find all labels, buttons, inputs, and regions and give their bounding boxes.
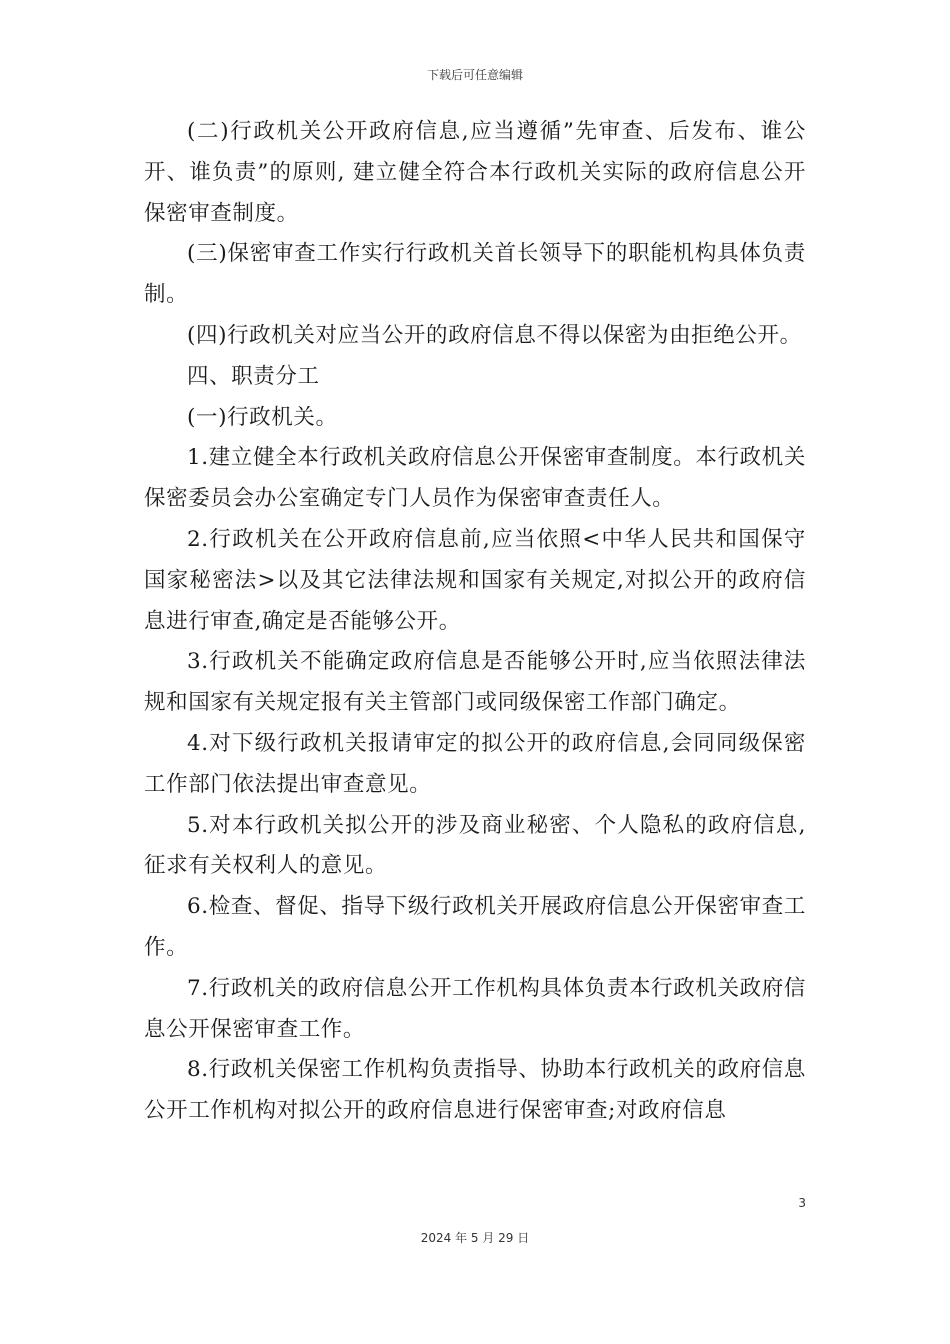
- list-item: 5.对本行政机关拟公开的涉及商业秘密、个人隐私的政府信息,征求有关权利人的意见。: [144, 812, 806, 879]
- page-number: 3: [798, 1196, 806, 1210]
- page-header: 下载后可任意编辑: [426, 68, 523, 82]
- subsection-heading: (一)行政机关。: [187, 404, 338, 430]
- document-body: [144, 112, 806, 1132]
- paragraph: (四)行政机关对应当公开的政府信息不得以保密为由拒绝公开。: [187, 322, 802, 348]
- paragraph: (二)行政机关公开政府信息,应当遵循”先审查、后发布、谁公开、谁负责”的原则, 建立健全符合本行政机关实际的政府信息公开保密审查制度。: [144, 119, 806, 226]
- list-item: 6.检查、督促、指导下级行政机关开展政府信息公开保密审查工作。: [144, 894, 806, 960]
- section-heading: 四、职责分工: [187, 363, 320, 389]
- paragraph: (三)保密审查工作实行行政机关首长领导下的职能机构具体负责制。: [144, 241, 806, 308]
- list-item: 8.行政机关保密工作机构负责指导、协助本行政机关的政府信息公开工作机构对拟公开的政府信息进行保密审查;对政府信息: [144, 1057, 806, 1124]
- page-footer-date: 2024 年 5 月 29 日: [420, 1231, 530, 1245]
- list-item: 2.行政机关在公开政府信息前,应当依照<中华人民共和国保守国家秘密法>以及其它法律法规和国家有关规定,对拟公开的政府信息进行审查,确定是否能够公开。: [144, 526, 806, 634]
- list-item: 1.建立健全本行政机关政府信息公开保密审查制度。本行政机关保密委员会办公室确定专门人员作为保密审查责任人。: [144, 445, 806, 512]
- list-item: 7.行政机关的政府信息公开工作机构具体负责本行政机关政府信息公开保密审查工作。: [144, 975, 806, 1042]
- list-item: 3.行政机关不能确定政府信息是否能够公开时,应当依照法律法规和国家有关规定报有关主管部门或同级保密工作部门确定。: [144, 649, 806, 716]
- list-item: 4.对下级行政机关报请审定的拟公开的政府信息,会同同级保密工作部门依法提出审查意见。: [144, 730, 806, 797]
